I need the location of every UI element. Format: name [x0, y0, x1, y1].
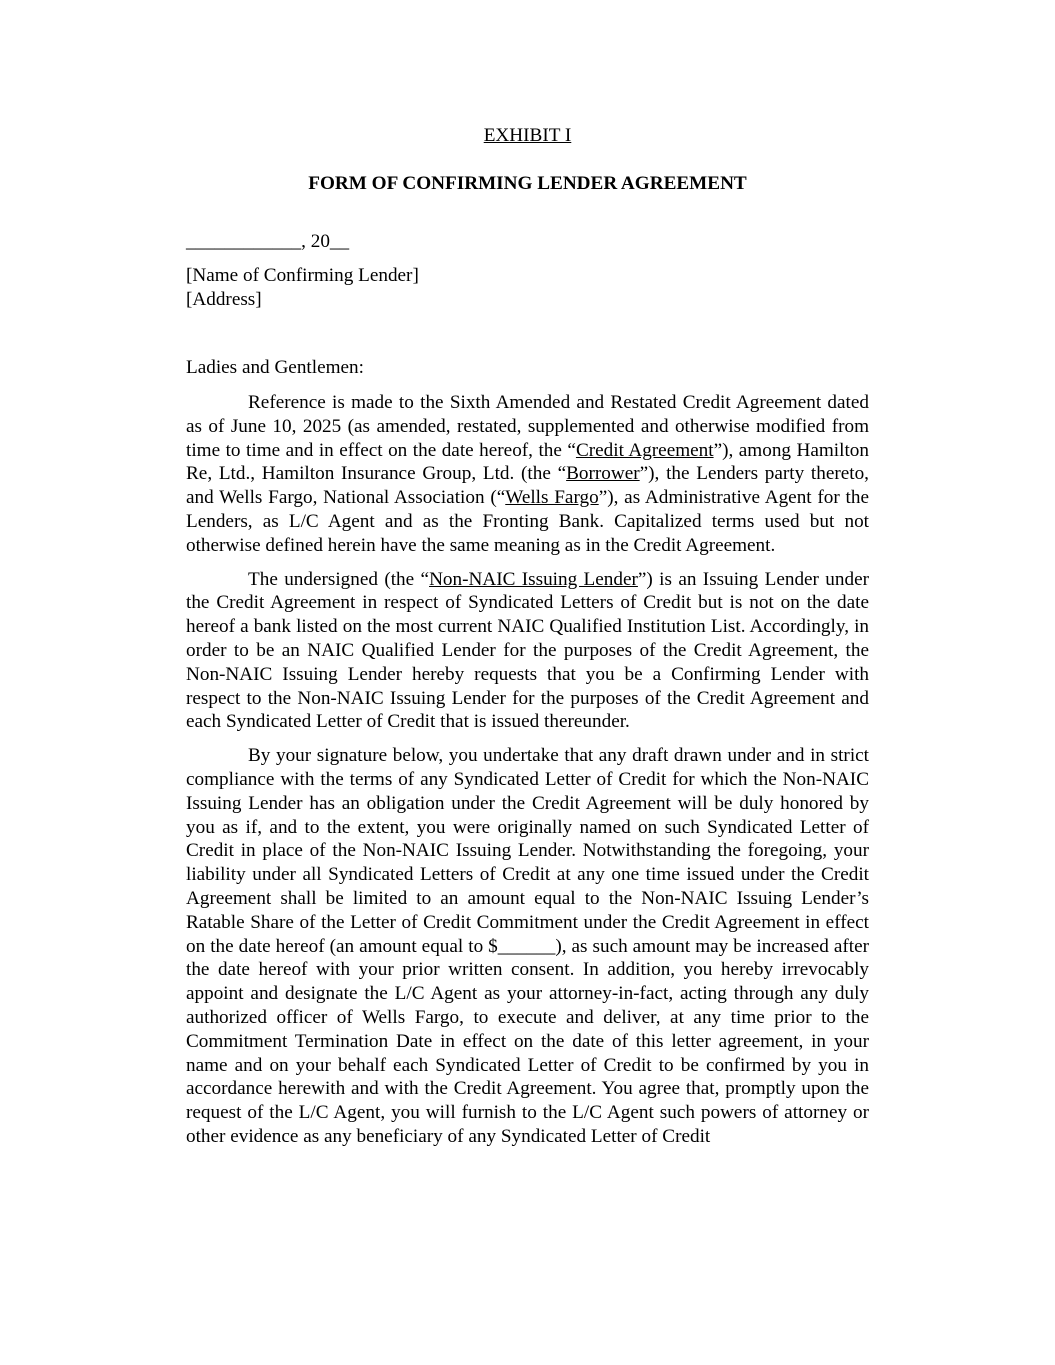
defined-term-wells-fargo: Wells Fargo [505, 487, 599, 509]
salutation: Ladies and Gentlemen: [186, 357, 364, 378]
address-placeholder: [Address] [186, 288, 262, 310]
address-block [186, 264, 419, 312]
paragraph-text: ”), among Hamilton Re, Ltd., Hamilton Insurance Group, Ltd. (the “ [186, 439, 869, 485]
paragraph-text: ”), as Administrative Agent for the Lenders, as L/C Agent and as the Fronting Bank. Capitalized terms used but not otherwise defined herein have the same meaning as in the Credit Agreement. [186, 487, 870, 556]
defined-term-non-naic-issuing-lender: Non-NAIC Issuing Lender [429, 568, 638, 590]
paragraph-undertaking: By your signature below, you undertake that any draft drawn under and in strict compliance with the terms of any Syndicated Letter of Credit for which the Non-NAIC Issuing Lender has an obligation under the Credit Agreement will be duly honored by you as if, and to the extent, you were originally named on such Syndicated Letter of Credit in place of the Non-NAIC Issuing Lender. Notwithstanding the foregoing, your liability under all Syndicated Letters of Credit at any one time issued under the Credit Agreement shall be limited to an amount equal to the Non-NAIC Issuing Lender’s Ratable Share of the Letter of Credit Commitment under the Credit Agreement in effect on the date hereof (an amount equal to $______), as such amount may be increased after the date hereof with your prior written consent. In addition, you hereby irrevocably appoint and designate the L/C Agent as your attorney-in-fact, acting through any duly authorized officer of Wells Fargo, to execute and deliver, at any time prior to the Commitment Termination Date in effect on the date of this letter agreement, in your name and on your behalf each Syndicated Letter of Credit to be confirmed by you in accordance herewith and with the Credit Agreement. You agree that, promptly upon the request of the L/C Agent, you will furnish to the L/C Agent such powers of attorney or other evidence as any beneficiary of any Syndicated Letter of Credit [186, 745, 869, 1147]
paragraph-text: ”), the Lenders party thereto, and Wells Fargo, National Association (“ [186, 463, 869, 509]
paragraph-undersigned [186, 568, 869, 735]
lender-name-placeholder: [Name of Confirming Lender] [186, 265, 419, 286]
paragraph-text: The undersigned (the “ [248, 568, 430, 590]
defined-term-borrower: Borrower [566, 463, 640, 485]
exhibit-heading: EXHIBIT I [483, 125, 572, 146]
paragraph-text: Reference is made to the Sixth Amended and Restated Credit Agreement dated as of June 10, 2025 (as amended, restated, supplemented and otherwise modified from time to time and in effect on the date hereof, the “ [186, 392, 869, 461]
letter-body [186, 391, 869, 1159]
paragraph-reference [186, 391, 869, 558]
document-title: FORM OF CONFIRMING LENDER AGREEMENT [308, 173, 747, 194]
paragraph-text: ”) is an Issuing Lender under the Credit Agreement in respect of Syndicated Letters of Credit but is not on the date hereof a bank listed on the most current NAIC Qualified Institution List. Accordingly, in order to be an NAIC Qualified Lender for the purposes of the Credit Agreement, the Non-NAIC Issuing Lender hereby requests that you be a Confirming Lender with respect to the Non-NAIC Issuing Lender for the purposes of the Credit Agreement and each Syndicated Letter of Credit that is issued thereunder. [186, 568, 869, 733]
date-line: ____________, 20__ [186, 231, 350, 252]
defined-term-credit-agreement: Credit Agreement [575, 439, 714, 461]
